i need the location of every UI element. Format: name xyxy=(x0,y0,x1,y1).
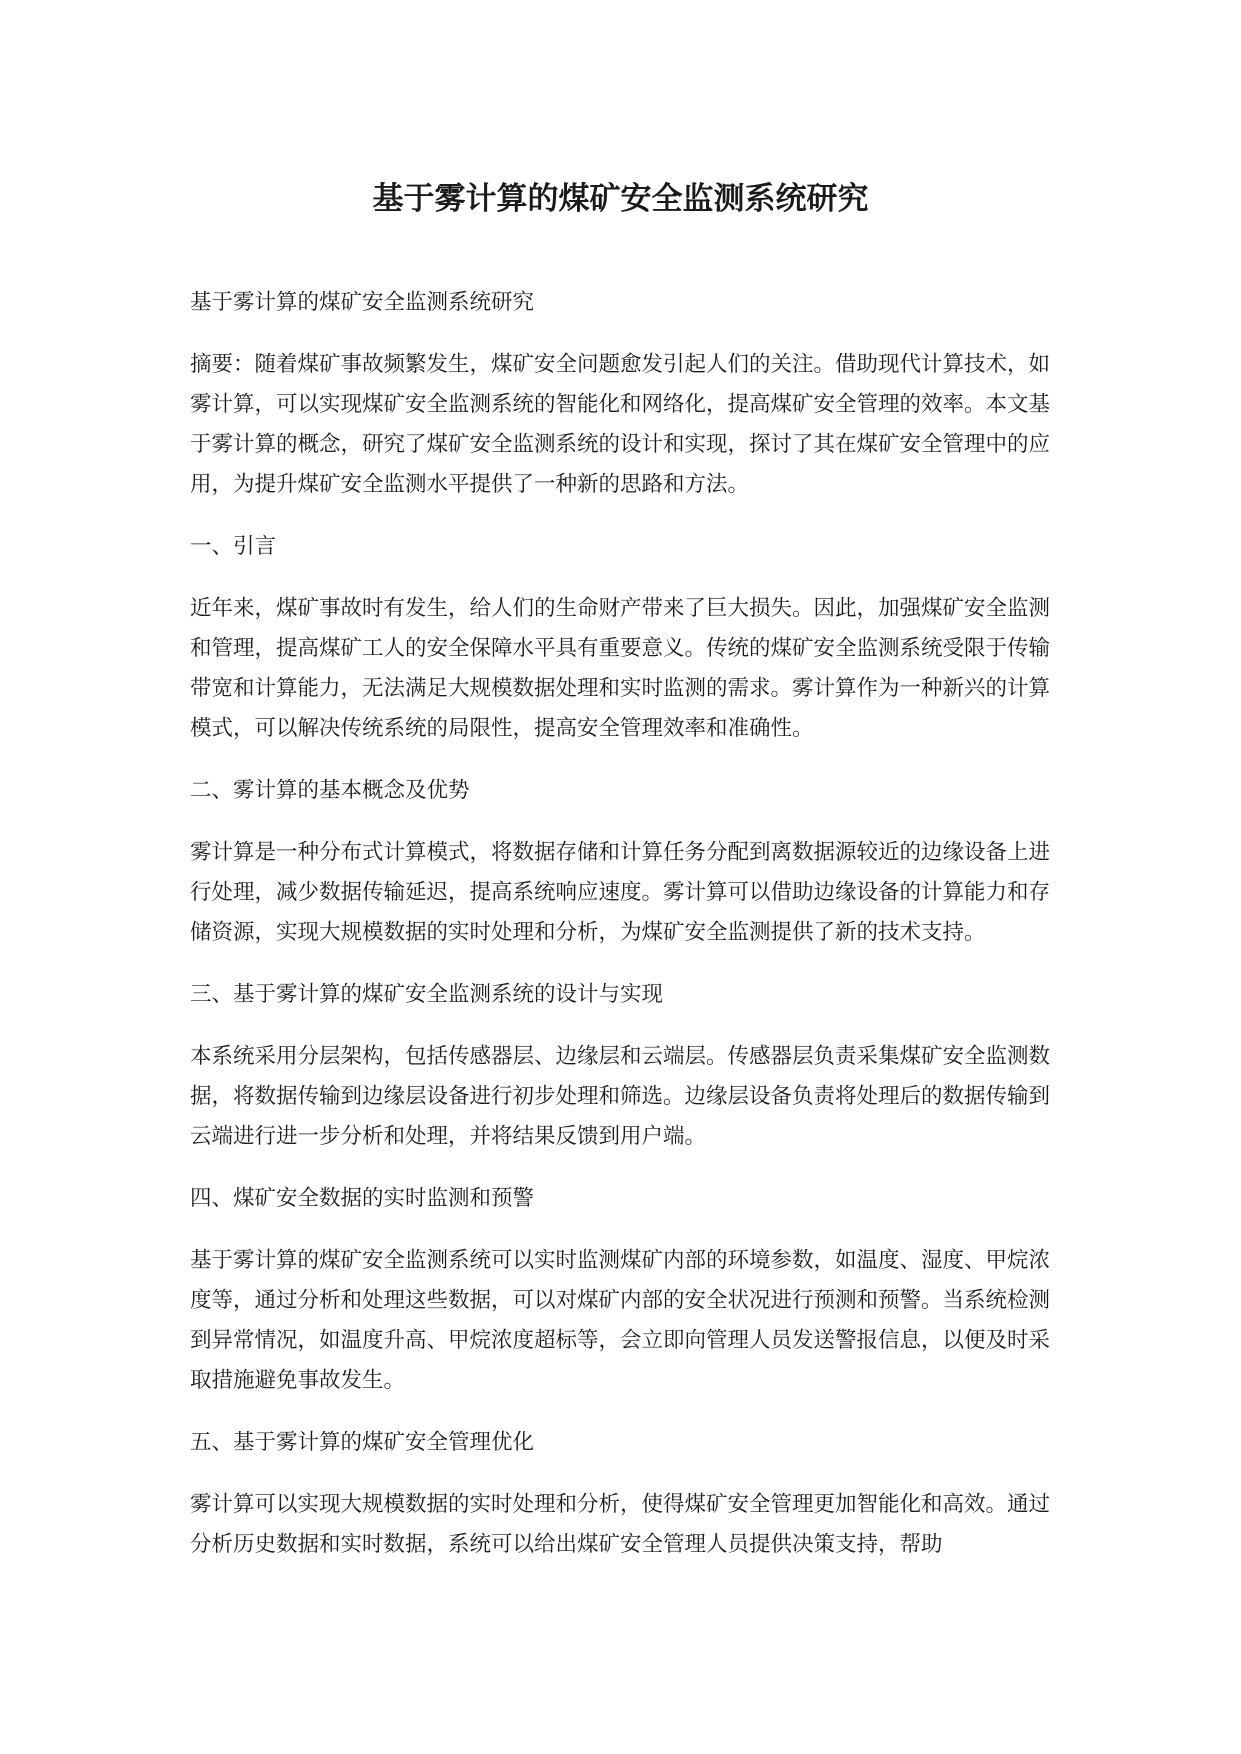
section-body-system-design: 本系统采用分层架构，包括传感器层、边缘层和云端层。传感器层负责采集煤矿安全监测数据，将数据传输到边缘层设备进行初步处理和筛选。边缘层设备负责将处理后的数据传输到云端进行进一步分析和处理，并将结果反馈到用户端。 xyxy=(190,1044,1051,1149)
section-body-management: 雾计算可以实现大规模数据的实时处理和分析，使得煤矿安全管理更加智能化和高效。通过分析历史数据和实时数据，系统可以给出煤矿安全管理人员提供决策支持，帮助 xyxy=(190,1492,1051,1557)
section-heading-introduction: 一、引言 xyxy=(190,534,277,559)
document-subtitle: 基于雾计算的煤矿安全监测系统研究 xyxy=(190,290,535,315)
section-heading-management: 五、基于雾计算的煤矿安全管理优化 xyxy=(190,1430,535,1455)
section-heading-fog-concept: 二、雾计算的基本概念及优势 xyxy=(190,778,470,803)
document-title: 基于雾计算的煤矿安全监测系统研究 xyxy=(372,181,869,217)
document-body xyxy=(190,283,1070,1587)
section-heading-system-design: 三、基于雾计算的煤矿安全监测系统的设计与实现 xyxy=(190,982,664,1007)
section-heading-monitoring: 四、煤矿安全数据的实时监测和预警 xyxy=(190,1186,535,1211)
section-body-introduction: 近年来，煤矿事故时有发生，给人们的生命财产带来了巨大损失。因此，加强煤矿安全监测和管理，提高煤矿工人的安全保障水平具有重要意义。传统的煤矿安全监测系统受限于传输带宽和计算能力，无法满足大规模数据处理和实时监测的需求。雾计算作为一种新兴的计算模式，可以解决传统系统的局限性，提高安全管理效率和准确性。 xyxy=(190,596,1051,741)
abstract-paragraph: 摘要：随着煤矿事故频繁发生，煤矿安全问题愈发引起人们的关注。借助现代计算技术，如雾计算，可以实现煤矿安全监测系统的智能化和网络化，提高煤矿安全管理的效率。本文基于雾计算的概念，研究了煤矿安全监测系统的设计和实现，探讨了其在煤矿安全管理中的应用，为提升煤矿安全监测水平提供了一种新的思路和方法。 xyxy=(190,352,1051,497)
section-body-monitoring: 基于雾计算的煤矿安全监测系统可以实时监测煤矿内部的环境参数，如温度、湿度、甲烷浓度等，通过分析和处理这些数据，可以对煤矿内部的安全状况进行预测和预警。当系统检测到异常情况，如温度升高、甲烷浓度超标等，会立即向管理人员发送警报信息，以便及时采取措施避免事故发生。 xyxy=(190,1248,1051,1393)
section-body-fog-concept: 雾计算是一种分布式计算模式，将数据存储和计算任务分配到离数据源较近的边缘设备上进行处理，减少数据传输延迟，提高系统响应速度。雾计算可以借助边缘设备的计算能力和存储资源，实现大规模数据的实时处理和分析，为煤矿安全监测提供了新的技术支持。 xyxy=(190,840,1051,945)
